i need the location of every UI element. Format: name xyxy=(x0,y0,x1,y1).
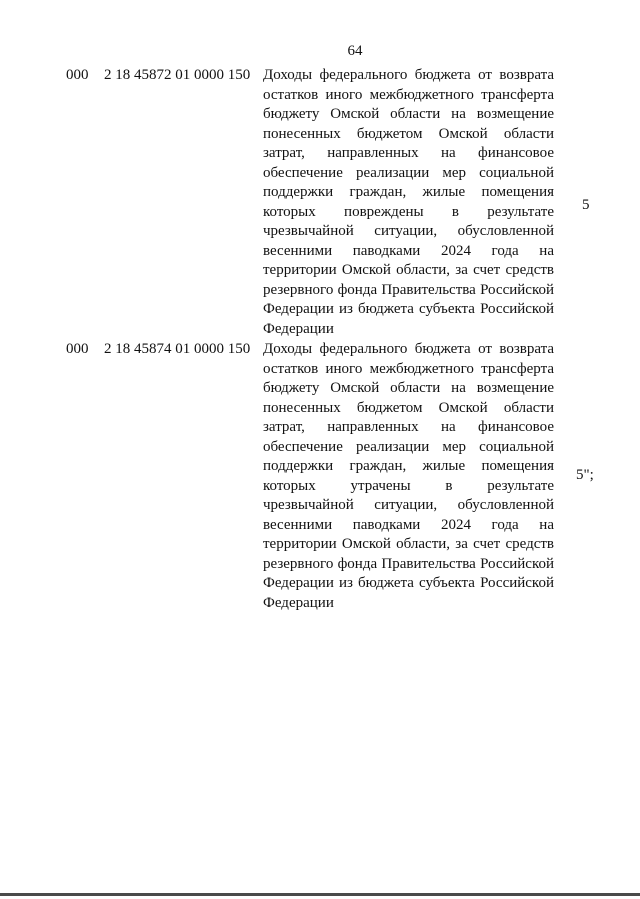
budget-classification-code: 2 18 45872 01 0000 150 xyxy=(104,67,251,83)
scan-edge-line xyxy=(0,893,640,896)
page-number: 64 xyxy=(347,43,363,59)
administrator-code: 000 xyxy=(66,341,89,357)
administrator-code: 000 xyxy=(66,67,89,83)
revenue-description: Доходы федерального бюджета от возврата остатков иного межбюджетного трансферта бюджету Омской области на возмещение понесенных бюджетом Омской области затрат, направленных на финансовое обеспечение реализации мер социальной поддержки граждан, жилые помещения которых повреждены в результате чрезвычайной ситуации, обусловленной весенними паводками 2024 года на территории Омской области, за счет средств резервного фонда Правительства Российской Федерации из бюджета субъекта Российской Федерации xyxy=(263,67,554,337)
amount-value: 5"; xyxy=(576,467,594,483)
amount-value: 5 xyxy=(582,197,590,213)
budget-classification-code: 2 18 45874 01 0000 150 xyxy=(104,341,251,357)
revenue-description: Доходы федерального бюджета от возврата остатков иного межбюджетного трансферта бюджету Омской области на возмещение понесенных бюджетом Омской области затрат, направленных на финансовое обеспечение реализации мер социальной поддержки граждан, жилые помещения которых утрачены в результате чрезвычайной ситуации, обусловленной весенними паводками 2024 года на территории Омской области, за счет средств резервного фонда Правительства Российской Федерации из бюджета субъекта Российской Федерации xyxy=(263,341,554,611)
